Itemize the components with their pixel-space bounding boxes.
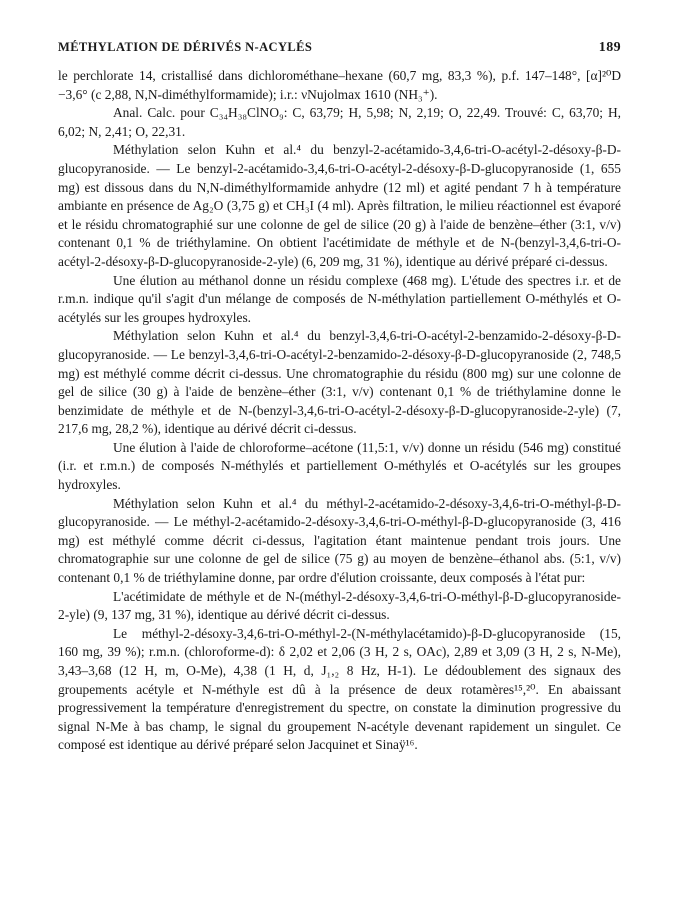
running-header [58, 40, 621, 56]
paragraph: Méthylation selon Kuhn et al.⁴ du benzyl-3,4,6-tri-O-acétyl-2-benzamido-2-désoxy-β-D-glucopyranoside. — Le benzyl-3,4,6-tri-O-acétyl-2-benzamido-2-désoxy-β-D-glucopyranoside (2, 748,5 mg) est méthylé comme décrit ci-dessus. Une chromatographie du résidu (800 mg) sur une colonne de gel de silice (30 g) à l'aide de benzène–éther (3:1, v/v) contenant 0,1 % de triéthylamine donne le benzimidate de méthyle et de N-(benzyl-3,4,6-tri-O-acétyl-2-désoxy-β-D-glucopyranoside-2-yle) (7, 217,6 mg, 28,2 %), identique au dérivé décrit ci-dessus. [58, 328, 621, 437]
paragraph: Méthylation selon Kuhn et al.⁴ du méthyl-2-acétamido-2-désoxy-3,4,6-tri-O-méthyl-β-D-glucopyranoside. — Le méthyl-2-acétamido-2-désoxy-3,4,6-tri-O-méthyl-β-D-glucopyranoside (3, 416 mg) est méthylé comme décrit ci-dessus, l'agitation étant maintenue pendant trois jours. Une chromatographie sur une colonne de gel de silice (75 g) au moyen de benzène–éthanol abs. (5:1, v/v) contenant 0,1 % de triéthylamine donne, par ordre d'élution croissante, deux composés à l'état pur: [58, 495, 621, 586]
paragraph: L'acétimidate de méthyle et de N-(méthyl-2-désoxy-3,4,6-tri-O-méthyl-β-D-glucopyranoside-2-yle) (9, 137 mg, 31 %), identique au dérivé décrit ci-dessus. [58, 588, 621, 623]
running-title: MÉTHYLATION DE DÉRIVÉS N-ACYLÉS [58, 40, 313, 54]
article-body [58, 67, 621, 755]
paragraph: le perchlorate 14, cristallisé dans dichlorométhane–hexane (60,7 mg, 83,3 %), p.f. 147–148°, [α]²⁰D −3,6° (c 2,88, N,N-diméthylformamide); i.r.: νNujolmax 1610 (NH₃⁺). [58, 68, 621, 102]
page [58, 40, 621, 755]
paragraph: Anal. Calc. pour C₃₄H₃₈ClNO₉: C, 63,79; H, 5,98; N, 2,19; O, 22,49. Trouvé: C, 63,70; H, 6,02; N, 2,41; O, 22,31. [58, 105, 621, 139]
paragraph: Le méthyl-2-désoxy-3,4,6-tri-O-méthyl-2-(N-méthylacétamido)-β-D-glucopyranoside (15, 160 mg, 39 %); r.m.n. (chloroforme-d): δ 2,02 et 2,06 (3 H, 2 s, OAc), 2,89 et 3,09 (3 H, 2 s, N-Me), 3,43–3,68 (12 H, m, O-Me), 4,38 (1 H, d, J₁,₂ 8 Hz, H-1). Le dédoublement des signaux des groupements acétyle et N-méthyle est dû à la présence de deux rotamères¹⁵,²⁰. En abaissant progressivement la température d'enregistrement du spectre, on constate la diminution progressive du signal N-Me à bas champ, le signal du groupement N-acétyle devenant rapidement un singulet. Ce composé est identique au dérivé préparé selon Jacquinet et Sinaÿ¹⁶. [58, 625, 621, 753]
paragraph: Une élution au méthanol donne un résidu complexe (468 mg). L'étude des spectres i.r. et de r.m.n. indique qu'il s'agit d'un mélange de composés de N-méthylation partiellement O-méthylés et O-acétylés sur les groupes hydroxyles. [58, 272, 621, 325]
page-number: 189 [598, 40, 621, 55]
paragraph: Méthylation selon Kuhn et al.⁴ du benzyl-2-acétamido-3,4,6-tri-O-acétyl-2-désoxy-β-D-glucopyranoside. — Le benzyl-2-acétamido-3,4,6-tri-O-acétyl-2-désoxy-β-D-glucopyranoside (1, 655 mg) est dissous dans du N,N-diméthylformamide anhydre (12 ml) et agité pendant 7 h à température ambiante en présence de Ag₂O (3,75 g) et CH₃I (4 ml). Après filtration, le milieu réactionnel est évaporé et le résidu chromatographié sur une colonne de gel de silice (20 g) à l'aide de benzène–éther (3:1, v/v) contenant 0,1 % de triéthylamine. On obtient l'acétimidate de méthyle et de N-(benzyl-3,4,6-tri-O-acétyl-2-désoxy-β-D-glucopyranoside-2-yle) (6, 209 mg, 31 %), identique au dérivé préparé ci-dessus. [58, 142, 621, 269]
paragraph: Une élution à l'aide de chloroforme–acétone (11,5:1, v/v) donne un résidu (546 mg) constitué (i.r. et r.m.n.) de composés N-méthylés et partiellement O-méthylés et O-acétylés sur les groupes hydroxyles. [58, 439, 621, 493]
